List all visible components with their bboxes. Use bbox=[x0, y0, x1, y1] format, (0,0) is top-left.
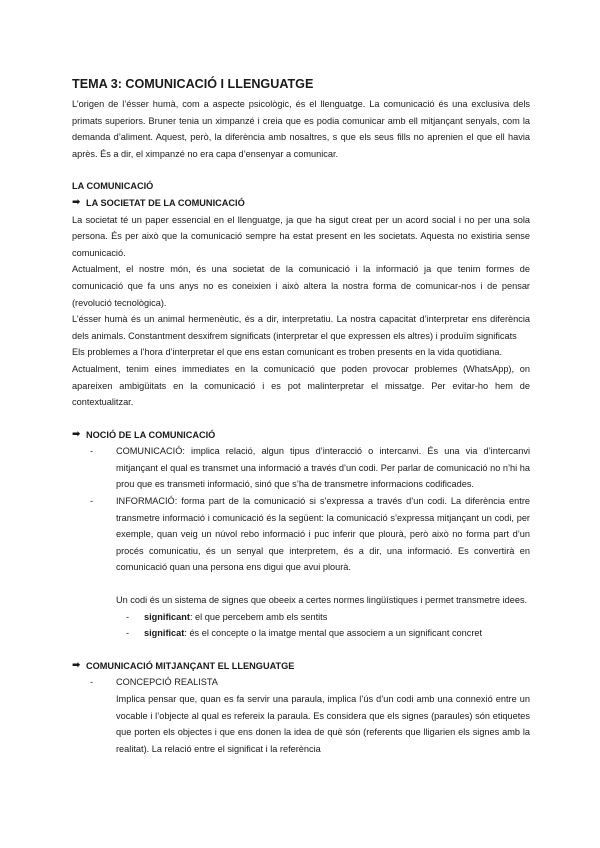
paragraph: Implica pensar que, quan es fa servir una paraula, implica l’ús d’un codi amb una connexió entre un vocable i l’objecte al qual es refereix la paraula. Es considera que els signes (paraules) són etiquetes que porten els objectes i que ens donen la idea de què són (referents que lligarien els signes amb la realitat). La relació entre el significat i la referència bbox=[116, 694, 530, 754]
list-item bbox=[72, 493, 530, 576]
definition-list bbox=[72, 443, 530, 576]
term-definition: : és el concepte o la imatge mental que associem a un significant concret bbox=[184, 628, 483, 639]
term: significant bbox=[144, 611, 190, 622]
code-definition: Un codi és un sistema de signes que obeeix a certes normes lingüístiques i permet transmetre idees. bbox=[116, 595, 528, 606]
section-heading-comunicacio: LA COMUNICACIÓ bbox=[72, 181, 154, 192]
paragraph: Els problemes a l’hora d’interpretar el que ens estan comunicant es troben presents en la vida quotidiana. bbox=[72, 347, 503, 358]
list-item-text: INFORMACIÓ: forma part de la comunicació si s’expressa a través d’un codi. La diferència entre transmetre informació i comunicació és la següent: la comunicació s’expressa mitjançant un codi, per exemple, quan veig un núvol rebo informació i puc inferir que plourà, però això no forma part d’un procés comunicatiu, és un senyal que interpretem, és a dir, una informació. Es convertirà en comunicació quan una persona ens digui que avui plourà. bbox=[116, 496, 530, 573]
list-item bbox=[72, 443, 530, 493]
list-item-text: CONCEPCIÓ REALISTA bbox=[116, 677, 218, 688]
list-item bbox=[72, 674, 530, 691]
dash-bullet: - bbox=[90, 446, 94, 457]
arrow-icon: ➡ bbox=[72, 659, 81, 671]
term: significat bbox=[144, 628, 185, 639]
paragraph: Actualment, tenim eines immediates en la comunicació que poden provocar problemes (WhatsApp), on apareixen ambigüitats en la comunicació i es pot malinterpretar el missatge. Per evitar-ho hem de contextualitzar. bbox=[72, 363, 530, 408]
subheading-label: NOCIÓ DE LA COMUNICACIÓ bbox=[86, 429, 216, 440]
list-item bbox=[72, 625, 530, 642]
arrow-icon: ➡ bbox=[72, 428, 81, 440]
page-title: TEMA 3: COMUNICACIÓ I LLENGUATGE bbox=[72, 77, 314, 91]
intro-paragraph: L’origen de l’ésser humà, com a aspecte psicològic, és el llenguatge. La comunicació és una exclusiva dels primats superiors. Bruner tenia un ximpanzé i creia que es podia comunicar amb ell mitjançant senyals, com la demanda d’aliment. Aquest, però, la diferència amb nosaltres, s que els seus fills no aprenien el que ell havia après. És a dir, el ximpanzé no era capa d’ensenyar a comunicar. bbox=[72, 99, 530, 159]
list-item-text: COMUNICACIÓ: implica relació, algun tipus d’interacció o intercanvi. És una via d’intercanvi mitjançant el qual es transmet una informació a través d’un codi. Per parlar de comunicació no n’hi ha prou que es transmeti informació, sinó que s’ha de transmetre informacions codificades. bbox=[116, 446, 530, 490]
concept-list bbox=[72, 674, 530, 691]
paragraph: L’ésser humà és un animal hermenèutic, és a dir, interpretatiu. La nostra capacitat d’interpretar ens diferència dels animals. Constantment desxifrem significats (interpretar el que expressen els altres) i produïm significats bbox=[72, 314, 530, 341]
dash-bullet: - bbox=[126, 611, 130, 622]
paragraph: La societat té un paper essencial en el llenguatge, ja que ha sigut creat per un acord social i no per una sola persona. És per això que la comunicació sempre ha estat present en les societats. Aquesta no existiria sense comunicació. bbox=[72, 214, 530, 258]
term-definition: : el que percebem amb els sentits bbox=[189, 611, 328, 622]
subheading-societat bbox=[72, 195, 530, 212]
list-item bbox=[72, 609, 530, 626]
dash-bullet: - bbox=[90, 677, 94, 688]
arrow-icon: ➡ bbox=[72, 196, 81, 208]
subheading-llenguatge bbox=[72, 658, 530, 675]
sign-parts-list bbox=[72, 609, 530, 642]
paragraph: Actualment, el nostre món, és una societat de la comunicació i la informació ja que tenim formes de comunicació que fa uns anys no es coneixien i això altera la nostra forma de comunicar-nos i de pensar (revolució tecnològica). bbox=[72, 264, 530, 308]
subheading-label: COMUNICACIÓ MITJANÇANT EL LLENGUATGE bbox=[86, 660, 295, 671]
document-content bbox=[72, 76, 530, 757]
subheading-label: LA SOCIETAT DE LA COMUNICACIÓ bbox=[86, 197, 245, 208]
dash-bullet: - bbox=[90, 496, 94, 507]
dash-bullet: - bbox=[126, 628, 130, 639]
subheading-nocio bbox=[72, 427, 530, 444]
